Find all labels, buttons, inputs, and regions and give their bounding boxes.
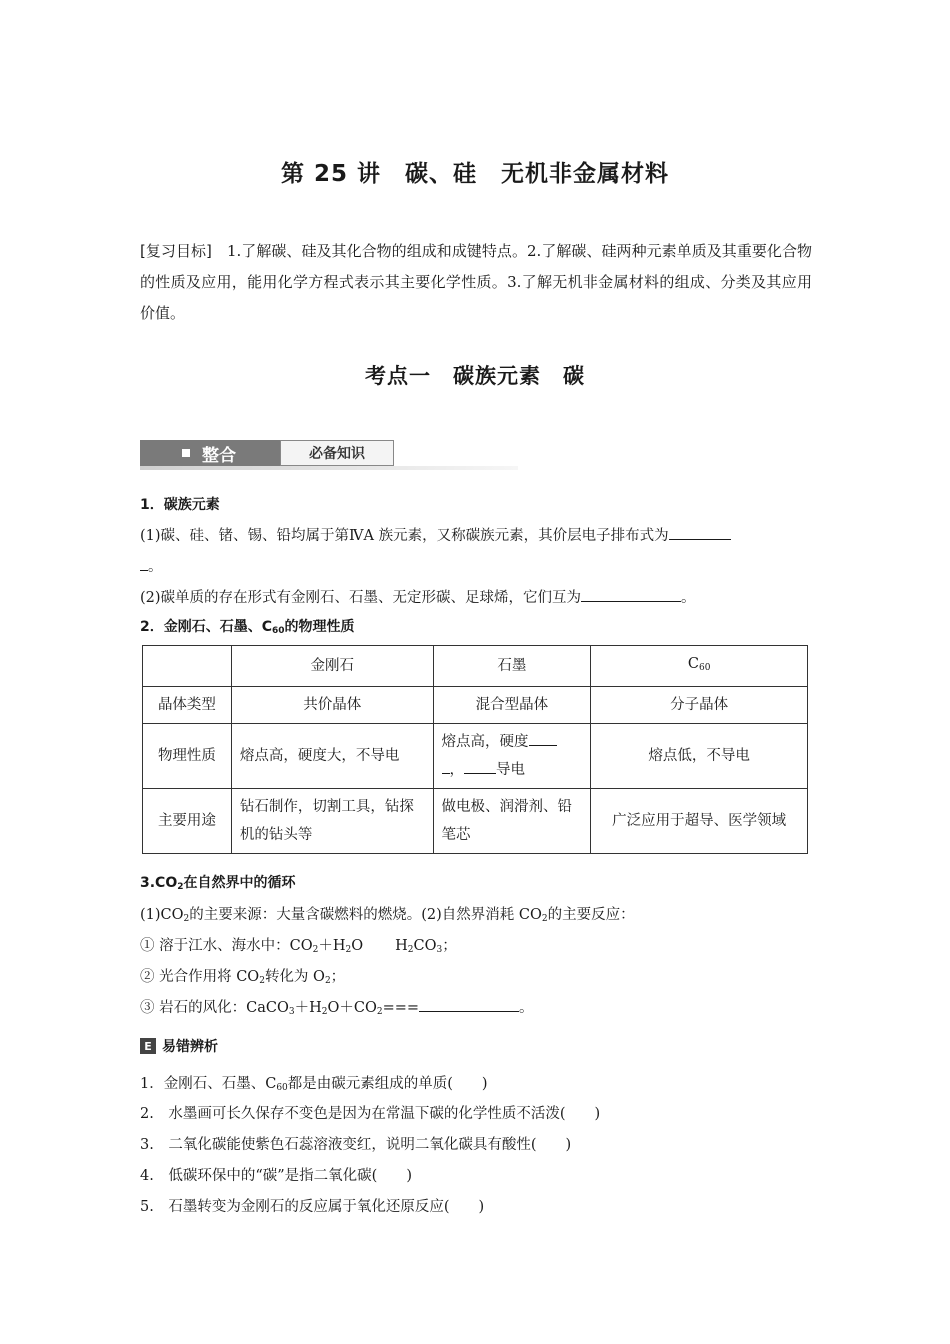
text-segment: O — [351, 938, 364, 954]
text-segment: (1)CO — [140, 907, 184, 923]
subscript: 2 — [312, 945, 319, 955]
mistake-analysis-heading — [140, 1036, 218, 1056]
banner-essential-knowledge: 必备知识 — [280, 440, 394, 466]
mistake-item-1 — [140, 1072, 488, 1093]
heading-carbon-group: 1．碳族元素 — [140, 497, 220, 513]
mistake-text: 3. 二氧化碳能使紫色石蕊溶液变红，说明二氧化碳具有酸性( ) — [140, 1137, 572, 1153]
table-cell: 共价晶体 — [231, 687, 433, 724]
mistake-text: 4. 低碳环保中的“碳”是指二氧化碳( ) — [140, 1168, 412, 1184]
error-badge-icon: E — [140, 1038, 156, 1054]
section-title: 考点一 碳族元素 碳 — [365, 364, 585, 388]
table-cell: 物理性质 — [143, 724, 232, 789]
co2-line-4 — [140, 996, 534, 1017]
table-row — [143, 789, 808, 854]
carbon-group-item-2 — [140, 586, 696, 607]
c60-label: C — [687, 656, 699, 672]
table-cell: 做电极、润滑剂、铅笔芯 — [433, 789, 591, 854]
mistake-heading-label: 易错辨析 — [162, 1039, 218, 1055]
answer-blank[interactable] — [464, 759, 496, 774]
heading-physical-properties — [140, 616, 355, 636]
mistake-item-3 — [140, 1133, 571, 1154]
banner-integrate — [140, 440, 280, 466]
heading-co2-cycle — [140, 872, 296, 892]
text-segment: ① 溶于江水、海水中：CO — [140, 938, 313, 954]
text-segment: 的主要来源：大量含碳燃料的燃烧。(2)自然界消耗 CO — [189, 907, 542, 923]
table-cell: 熔点低，不导电 — [591, 724, 808, 789]
graphite-prop-tail: 导电 — [496, 762, 526, 778]
text-segment: ③ 岩石的风化：CaCO — [140, 1000, 289, 1016]
text-segment: ＋H — [294, 1000, 322, 1016]
mistake-item-2 — [140, 1102, 600, 1123]
carbon-group-item-1-cont — [140, 555, 163, 576]
text-segment: H — [395, 938, 408, 954]
text-segment: ； — [442, 938, 457, 954]
table-header-cell — [143, 646, 232, 687]
subscript: 60 — [276, 1083, 288, 1093]
heading-pre: 2．金刚石、石墨、C — [140, 619, 273, 635]
c60-sub: 60 — [698, 663, 711, 673]
text-segment: 的主要反应： — [547, 907, 635, 923]
table-row — [143, 687, 808, 724]
mistake-text: 5. 石墨转变为金刚石的反应属于氧化还原反应( ) — [140, 1199, 485, 1215]
review-goals — [140, 236, 812, 329]
subscript: 2 — [376, 1007, 383, 1017]
mistake-text: 2. 水墨画可长久保存不变色是因为在常温下碳的化学性质不活泼( ) — [140, 1106, 601, 1122]
table-cell: 主要用途 — [143, 789, 232, 854]
answer-blank[interactable] — [529, 731, 557, 746]
text-segment: CO — [413, 938, 437, 954]
carbon-group-item-1 — [140, 524, 731, 545]
equation-equals: === — [382, 1000, 420, 1016]
subscript: 3 — [288, 1007, 295, 1017]
subscript: 2 — [407, 945, 414, 955]
table-cell: 钻石制作，切割工具，钻探机的钻头等 — [231, 789, 433, 854]
physical-properties-table — [142, 645, 808, 854]
mistake-text: 1．金刚石、石墨、C — [140, 1076, 277, 1092]
subscript: 2 — [321, 1007, 328, 1017]
subscript: 2 — [259, 976, 265, 986]
table-cell: 混合型晶体 — [433, 687, 591, 724]
item-1-text: (1)碳、硅、锗、锡、铅均属于第ⅣA 族元素，又称碳族元素，其价层电子排布式为 — [140, 528, 669, 544]
answer-blank[interactable] — [419, 997, 519, 1012]
heading-sub: 60 — [272, 626, 285, 636]
table-row — [143, 724, 808, 789]
item-1-tail: 。 — [148, 559, 163, 575]
banner-integrate-label: 整合 — [202, 445, 236, 466]
subscript: 3 — [436, 945, 443, 955]
subscript: 2 — [183, 914, 190, 924]
text-segment: ② 光合作用将 CO — [140, 969, 260, 985]
graphite-prop-mid: ， — [449, 762, 465, 778]
table-header-row — [143, 646, 808, 687]
answer-blank[interactable] — [581, 587, 681, 602]
text-segment: ； — [330, 969, 346, 985]
text-segment: 。 — [519, 1000, 534, 1016]
banner-strip — [140, 466, 518, 470]
lecture-title: 第 25 讲 碳、硅 无机非金属材料 — [280, 161, 670, 187]
table-header-cell: 石墨 — [433, 646, 591, 687]
co2-line-1 — [140, 903, 635, 924]
co2-line-2 — [140, 934, 457, 955]
answer-blank[interactable] — [442, 759, 450, 774]
answer-blank[interactable] — [140, 556, 148, 571]
table-cell: 分子晶体 — [591, 687, 808, 724]
text-segment: O＋CO — [327, 1000, 377, 1016]
review-goals-text: 1.了解碳、硅及其化合物的组成和成键特点。2.了解碳、硅两种元素单质及其重要化合物的性质及应用，能用化学方程式表示其主要化学性质。3.了解无机非金属材料的组成、分类及其应用价值。 — [140, 242, 812, 322]
table-header-cell — [591, 646, 808, 687]
review-goals-tag: [复习目标] — [140, 242, 212, 260]
mistake-text: 都是由碳元素组成的单质( ) — [287, 1076, 488, 1092]
square-icon — [182, 449, 190, 457]
heading-post: 的物理性质 — [284, 619, 355, 635]
text-segment: ＋H — [318, 938, 346, 954]
table-header-cell: 金刚石 — [231, 646, 433, 687]
graphite-prop-text: 熔点高，硬度 — [441, 734, 529, 750]
heading-pre: 3.CO — [140, 875, 178, 891]
item-2-text: (2)碳单质的存在形式有金刚石、石墨、无定形碳、足球烯，它们互为 — [140, 590, 582, 606]
subscript: 2 — [324, 976, 331, 986]
table-cell — [433, 724, 591, 789]
subscript: 2 — [541, 914, 548, 924]
heading-post: 在自然界中的循环 — [183, 875, 296, 891]
mistake-item-5 — [140, 1195, 484, 1216]
item-2-tail: 。 — [681, 590, 696, 606]
text-segment: 转化为 O — [264, 969, 325, 985]
subscript: 2 — [345, 945, 352, 955]
table-cell: 广泛应用于超导、医学领域 — [591, 789, 808, 854]
knowledge-banner — [140, 440, 518, 470]
mistake-item-4 — [140, 1164, 412, 1185]
table-cell: 熔点高，硬度大，不导电 — [231, 724, 433, 789]
heading-sub: 2 — [177, 882, 184, 892]
answer-blank[interactable] — [669, 525, 731, 540]
table-cell: 晶体类型 — [143, 687, 232, 724]
co2-line-3 — [140, 965, 345, 986]
